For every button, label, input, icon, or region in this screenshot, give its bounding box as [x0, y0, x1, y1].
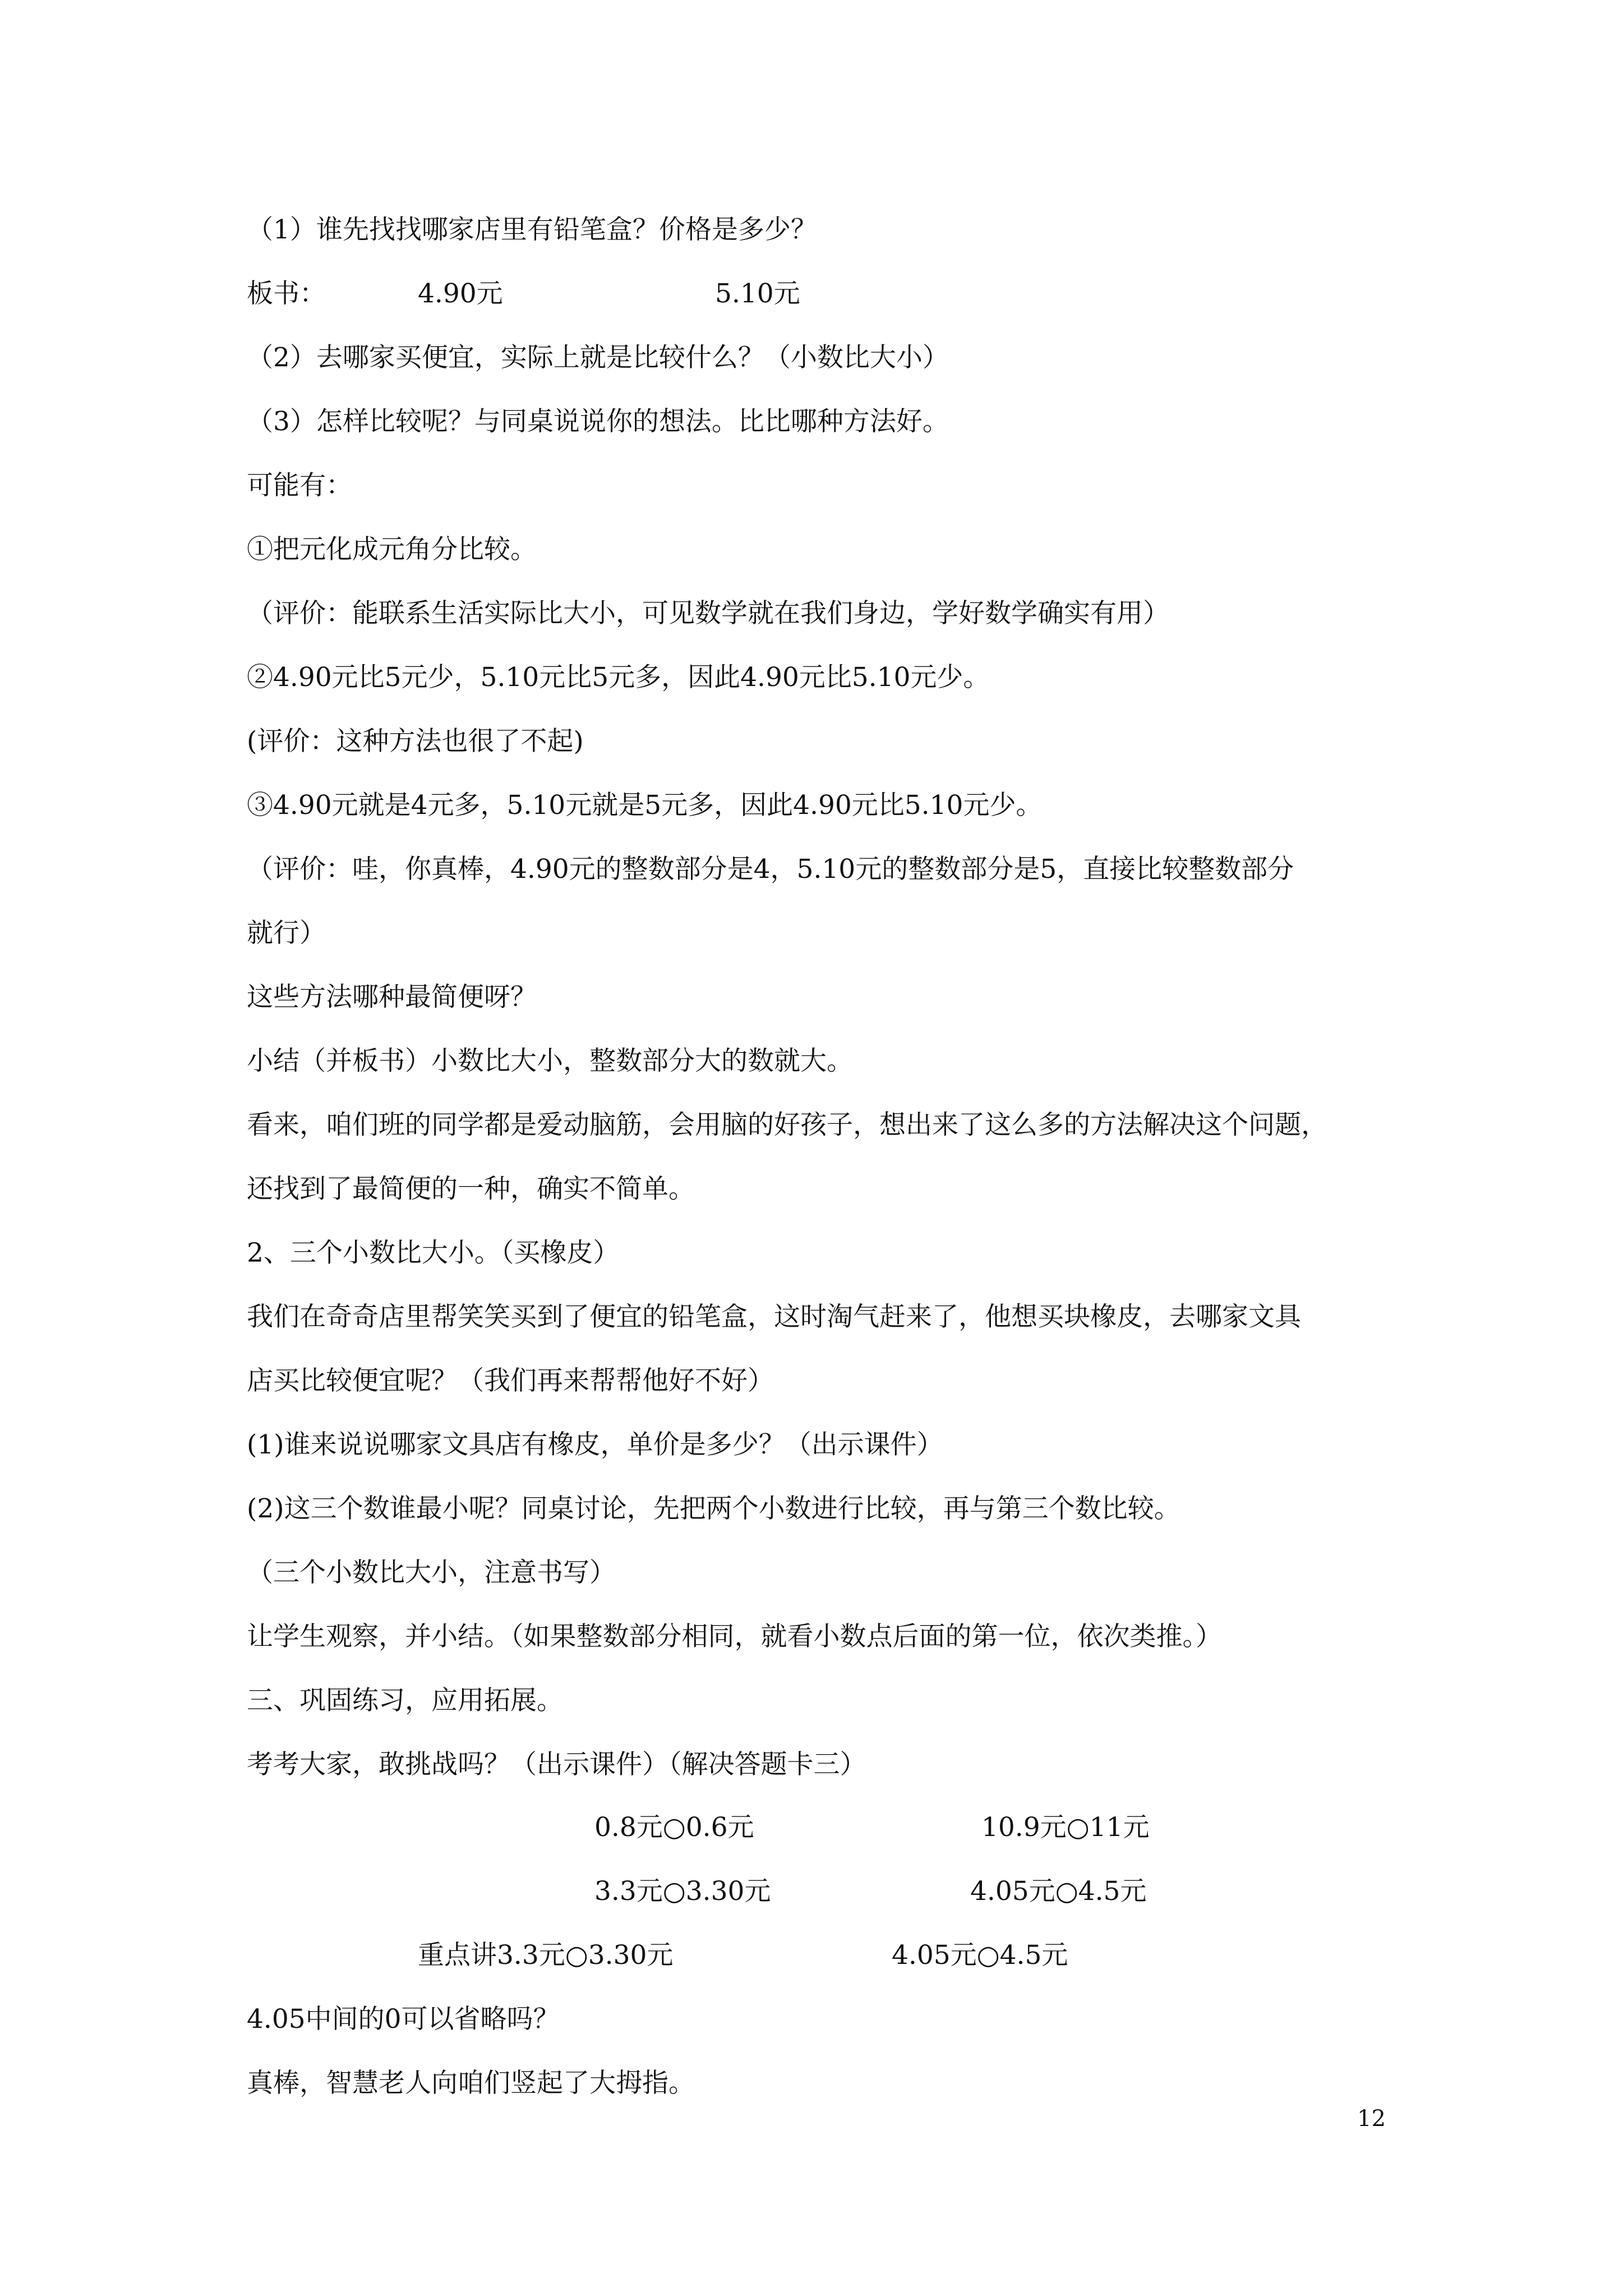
text-line-25: 4.05中间的0可以省略吗？	[247, 2004, 560, 2035]
exercise-row1-left: 0.8元○0.6元	[594, 1812, 754, 1843]
board-price-a: 4.90元	[418, 278, 503, 309]
text-line-board-label: 板书：	[247, 278, 326, 309]
text-line-7: ②4.90元比5元少，5.10元比5元多，因此4.90元比5.10元少。	[247, 662, 990, 693]
text-line-23: 三、巩固练习，应用拓展。	[247, 1685, 563, 1716]
text-line-15: 还找到了最简便的一种，确实不简单。	[247, 1174, 695, 1204]
text-line-20: (2)这三个数谁最小呢？同桌讨论，先把两个小数进行比较，再与第三个数比较。	[247, 1493, 1181, 1524]
text-line-19: (1)谁来说说哪家文具店有橡皮，单价是多少？（出示课件）	[247, 1429, 943, 1460]
text-line-4: 可能有：	[247, 470, 352, 501]
exercise-row3-left: 重点讲3.3元○3.30元	[418, 1940, 674, 1971]
exercise-row3-right: 4.05元○4.5元	[892, 1940, 1068, 1971]
text-line-21: （三个小数比大小，注意书写）	[247, 1557, 616, 1588]
exercise-row2-right: 4.05元○4.5元	[970, 1876, 1147, 1907]
text-line-12: 这些方法哪种最简便呀？	[247, 982, 537, 1013]
text-line-17: 我们在奇奇店里帮笑笑买到了便宜的铅笔盒，这时淘气赶来了，他想买块橡皮，去哪家文具	[247, 1301, 1301, 1332]
text-line-2: （2）去哪家买便宜，实际上就是比较什么？（小数比大小）	[247, 342, 949, 373]
text-line-5: ①把元化成元角分比较。	[247, 534, 537, 565]
text-line-22: 让学生观察，并小结。（如果整数部分相同，就看小数点后面的第一位，依次类推。）	[247, 1621, 1222, 1652]
text-line-14: 看来，咱们班的同学都是爱动脑筋，会用脑的好孩子，想出来了这么多的方法解决这个问题，	[247, 1110, 1327, 1140]
text-line-9: ③4.90元就是4元多，5.10元就是5元多，因此4.90元比5.10元少。	[247, 790, 1043, 821]
text-line-13: 小结（并板书）小数比大小，整数部分大的数就大。	[247, 1046, 853, 1076]
text-line-8: (评价：这种方法也很了不起)	[247, 726, 584, 757]
text-line-16: 2、三个小数比大小。（买橡皮）	[247, 1237, 620, 1268]
text-line-6: （评价：能联系生活实际比大小，可见数学就在我们身边，学好数学确实有用）	[247, 598, 1169, 629]
text-line-24: 考考大家，敢挑战吗？（出示课件）（解决答题卡三）	[247, 1749, 866, 1780]
text-line-11: 就行）	[247, 918, 326, 949]
text-line-26: 真棒，智慧老人向咱们竖起了大拇指。	[247, 2068, 695, 2099]
text-line-10: （评价：哇，你真棒，4.90元的整数部分是4，5.10元的整数部分是5，直接比较整数部分	[247, 854, 1294, 885]
text-line-18: 店买比较便宜呢？（我们再来帮帮他好不好）	[247, 1365, 774, 1396]
text-line-3: （3）怎样比较呢？与同桌说说你的想法。比比哪种方法好。	[247, 406, 949, 437]
board-price-b: 5.10元	[715, 278, 800, 309]
exercise-row2-left: 3.3元○3.30元	[594, 1876, 771, 1907]
page-number: 12	[1357, 2106, 1386, 2132]
exercise-row1-right: 10.9元○11元	[981, 1812, 1150, 1843]
text-line-1: （1）谁先找找哪家店里有铅笔盒？价格是多少？	[247, 214, 817, 245]
